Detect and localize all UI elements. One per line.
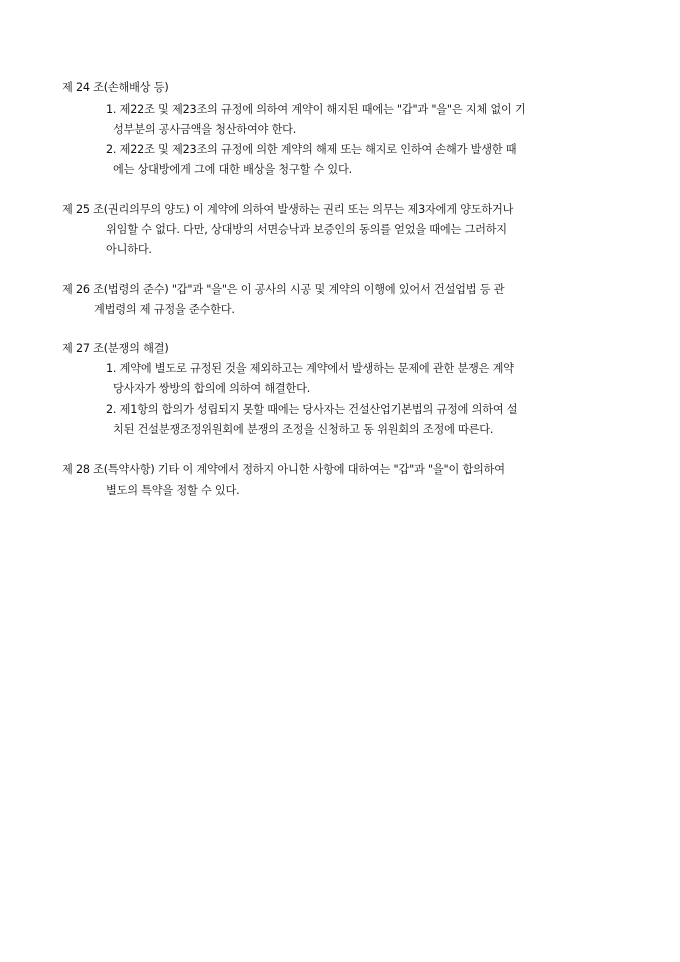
article-27-item-1-line-1: 1. 계약에 별도로 규정된 것을 제외하고는 계약에서 발생하는 문제에 관한 분쟁은 계약 — [106, 362, 514, 375]
article-28-line-2: 별도의 특약을 정할 수 있다. — [106, 484, 240, 497]
article-25-line-2: 위임할 수 없다. 다만, 상대방의 서면승낙과 보증인의 동의를 얻었을 때에는 그러하지 — [106, 223, 507, 236]
article-27-heading: 제 27 조(분쟁의 해결) — [62, 342, 169, 355]
article-24-heading: 제 24 조(손해배상 등) — [62, 81, 169, 94]
article-25-line-1: 제 25 조(권리의무의 양도) 이 계약에 의하여 발생하는 권리 또는 의무는 제3자에게 양도하거나 — [62, 203, 514, 216]
article-24-item-1-line-1: 1. 제22조 및 제23조의 규정에 의하여 계약이 해지된 때에는 "갑"과 "을"은 지체 없이 기 — [106, 103, 526, 116]
article-27-item-2-line-2: 치된 건설분쟁조정위원회에 분쟁의 조정을 신청하고 동 위원회의 조정에 따른다. — [113, 423, 494, 436]
article-24-item-2-line-2: 에는 상대방에게 그에 대한 배상을 청구할 수 있다. — [113, 163, 352, 176]
article-24-item-2-line-1: 2. 제22조 및 제23조의 규정에 의한 계약의 해제 또는 해지로 인하여 손해가 발생한 때 — [106, 143, 517, 156]
article-28-line-1: 제 28 조(특약사항) 기타 이 계약에서 정하지 아니한 사항에 대하여는 "갑"과 "을"이 합의하여 — [62, 463, 505, 476]
article-25-line-3: 아니하다. — [106, 243, 152, 256]
article-27-item-1-line-2: 당사자가 쌍방의 합의에 의하여 해결한다. — [113, 382, 311, 395]
article-26-line-1: 제 26 조(법령의 준수) "갑"과 "을"은 이 공사의 시공 및 계약의 이행에 있어서 건설업법 등 관 — [62, 283, 505, 296]
article-24-item-1-line-2: 성부분의 공사금액을 청산하여야 한다. — [113, 123, 297, 136]
article-26-line-2: 계법령의 제 규정을 준수한다. — [94, 303, 235, 316]
article-27-item-2-line-1: 2. 제1항의 합의가 성립되지 못할 때에는 당사자는 건설산업기본법의 규정에 의하여 설 — [106, 403, 518, 416]
